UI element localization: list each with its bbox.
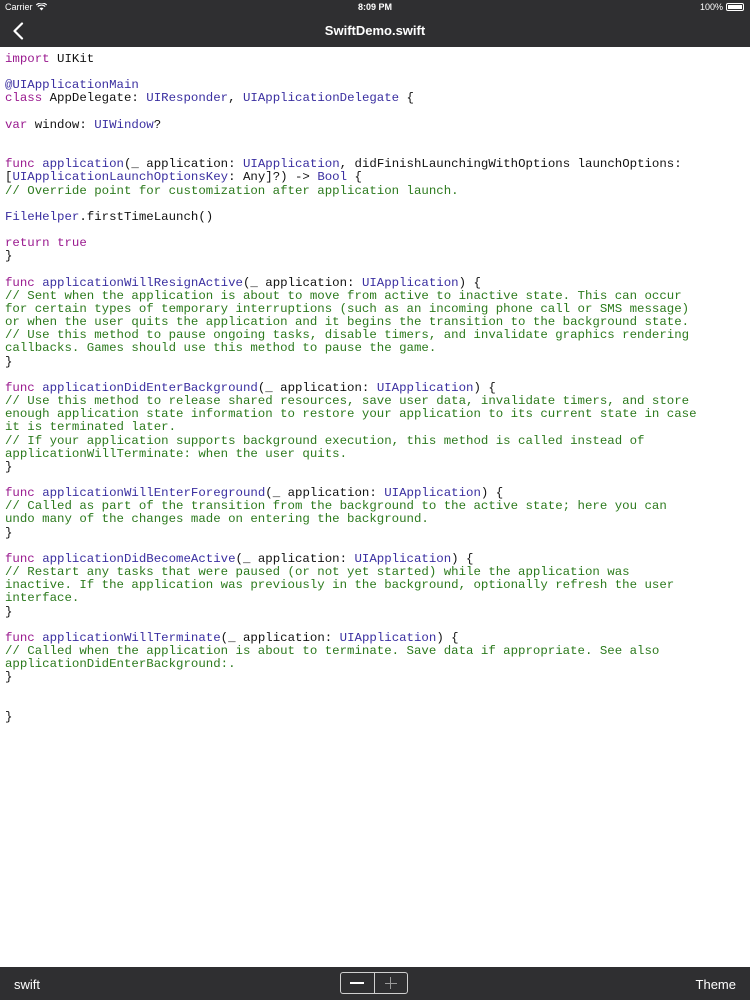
code-token: (_ application: <box>257 380 377 395</box>
code-token: applicationDidEnterBackground:. <box>5 657 236 672</box>
theme-button[interactable]: Theme <box>695 977 736 992</box>
code-line <box>5 671 750 684</box>
code-line <box>5 606 750 619</box>
navigation-bar <box>0 15 750 47</box>
code-token: (_ application: <box>242 275 362 290</box>
code-line <box>5 132 750 145</box>
code-line <box>5 250 750 263</box>
code-token: applicationWillResignActive <box>42 275 243 290</box>
code-token: } <box>5 249 13 264</box>
code-token <box>50 236 57 250</box>
code-token: , <box>228 91 243 106</box>
code-token: (_ application: <box>220 630 340 645</box>
language-button[interactable]: swift <box>14 977 40 992</box>
code-token: or when the user quits the application and it begins the transition to the background state. <box>5 315 690 330</box>
status-time: 8:09 PM <box>357 2 392 12</box>
back-button[interactable] <box>6 19 30 43</box>
code-token: func <box>5 275 35 290</box>
code-token: class <box>5 91 43 106</box>
code-line <box>5 579 750 592</box>
code-line <box>5 119 750 132</box>
code-token: enough application state information to restore your application to its current state in case <box>5 407 697 422</box>
code-token: { <box>399 91 414 106</box>
carrier-label: Carrier <box>5 2 33 12</box>
battery-percent: 100% <box>699 2 723 12</box>
code-token: (_ application: <box>123 157 243 172</box>
code-token: // Restart any tasks that were paused (or not yet started) while the application was <box>5 565 630 580</box>
minus-icon <box>350 982 364 984</box>
code-line <box>5 92 750 105</box>
code-token: callbacks. Games should use this method to pause the game. <box>5 341 437 356</box>
code-token: var <box>5 117 28 132</box>
code-line <box>5 53 750 66</box>
code-editor[interactable] <box>0 47 750 967</box>
battery-fill <box>728 5 742 9</box>
code-token: ) { <box>451 551 474 566</box>
code-token: ) { <box>436 630 459 645</box>
code-token: applicationWillTerminate <box>42 630 221 645</box>
code-token: // Called as part of the transition from the background to the active state; here you can <box>5 499 667 514</box>
code-token: , didFinishLaunchingWithOptions launchOptions: <box>339 157 682 172</box>
code-line <box>5 711 750 724</box>
code-token: UIApplication <box>384 486 481 501</box>
code-token: applicationDidBecomeActive <box>42 551 236 566</box>
code-token: .firstTimeLaunch() <box>79 209 214 224</box>
code-line <box>5 513 750 526</box>
code-token: func <box>5 486 35 501</box>
decrease-font-button[interactable] <box>341 973 374 993</box>
code-token: applicationDidEnterBackground <box>42 380 258 395</box>
code-token: import <box>5 52 50 66</box>
chevron-left-icon <box>12 22 24 40</box>
code-token: UIApplication <box>361 275 459 290</box>
code-token: } <box>5 525 13 540</box>
battery-icon <box>726 3 744 11</box>
page-title: SwiftDemo.swift <box>324 23 426 38</box>
code-line <box>5 448 750 461</box>
code-token: ) { <box>480 486 504 501</box>
code-token: func <box>5 630 35 645</box>
code-line <box>5 461 750 474</box>
code-token: UIResponder <box>146 91 229 106</box>
code-token: window: <box>27 117 95 132</box>
code-line <box>5 685 750 698</box>
code-token: true <box>57 236 87 251</box>
code-token: func <box>5 551 35 566</box>
code-token: return <box>5 236 50 251</box>
code-line <box>5 698 750 711</box>
code-token: ) { <box>458 275 481 290</box>
code-token: func <box>5 380 35 395</box>
code-token: application <box>42 157 124 172</box>
code-token: } <box>5 670 13 685</box>
code-token: AppDelegate: <box>42 91 147 106</box>
code-token: UIApplicationLaunchOptionsKey <box>12 170 229 185</box>
code-token: Bool <box>317 170 348 185</box>
code-token: UIKit <box>49 52 95 66</box>
code-token: UIApplication <box>339 630 437 645</box>
bottom-toolbar <box>0 967 750 1000</box>
code-token: @UIApplicationMain <box>5 78 139 93</box>
code-line <box>5 185 750 198</box>
code-token: FileHelper <box>5 209 80 224</box>
code-line <box>5 527 750 540</box>
code-token: (_ application: <box>265 486 385 501</box>
code-token: func <box>5 157 35 172</box>
code-token: UIWindow <box>94 117 154 132</box>
code-token: { <box>347 170 362 185</box>
code-token: (_ application: <box>235 551 355 566</box>
code-token: UIApplicationDelegate <box>242 91 400 106</box>
code-line <box>5 237 750 250</box>
code-token: applicationWillTerminate: when the user quits. <box>5 446 348 461</box>
code-token: it is terminated later. <box>5 420 177 435</box>
code-token: } <box>5 354 13 369</box>
code-token: } <box>5 604 13 619</box>
code-token: // If your application supports background execution, this method is called instead of <box>5 433 645 448</box>
code-token: inactive. If the application was previously in the background, optionally refresh the user <box>5 578 675 593</box>
code-token: : Any]?) -> <box>228 170 318 185</box>
code-token: } <box>5 459 13 474</box>
code-content[interactable] <box>0 47 750 724</box>
font-size-stepper[interactable] <box>340 972 408 994</box>
code-line <box>5 224 750 237</box>
code-token: UIApplication <box>376 380 474 395</box>
code-token: [ <box>5 170 13 185</box>
code-token: applicationWillEnterForeground <box>42 486 266 501</box>
code-token: // Called when the application is about to terminate. Save data if appropriate. See also <box>5 644 660 659</box>
code-line <box>5 356 750 369</box>
code-line <box>5 658 750 671</box>
code-token: ? <box>153 117 162 132</box>
code-token: // Override point for customization after application launch. <box>5 183 459 198</box>
code-token: UIApplication <box>354 551 452 566</box>
code-token: } <box>5 709 13 724</box>
code-token: UIApplication <box>242 157 340 172</box>
code-line <box>5 592 750 605</box>
code-line <box>5 342 750 355</box>
code-token: interface. <box>5 591 80 606</box>
status-bar <box>0 0 750 15</box>
code-line <box>5 211 750 224</box>
battery-status <box>700 2 744 12</box>
code-token: // Use this method to release shared resources, save user data, invalidate timers, and store <box>5 394 690 409</box>
code-token: // Use this method to pause ongoing tasks, disable timers, and invalidate graphics rendering <box>5 328 690 343</box>
code-token: undo many of the changes made on entering the background. <box>5 512 429 527</box>
code-token: for certain types of temporary interruptions (such as an incoming phone call or SMS message) <box>5 301 690 316</box>
code-token: // Sent when the application is about to move from active to inactive state. This can occur <box>5 288 682 303</box>
plus-icon <box>385 977 397 989</box>
increase-font-button[interactable] <box>374 973 408 993</box>
code-token: ) { <box>473 380 496 395</box>
